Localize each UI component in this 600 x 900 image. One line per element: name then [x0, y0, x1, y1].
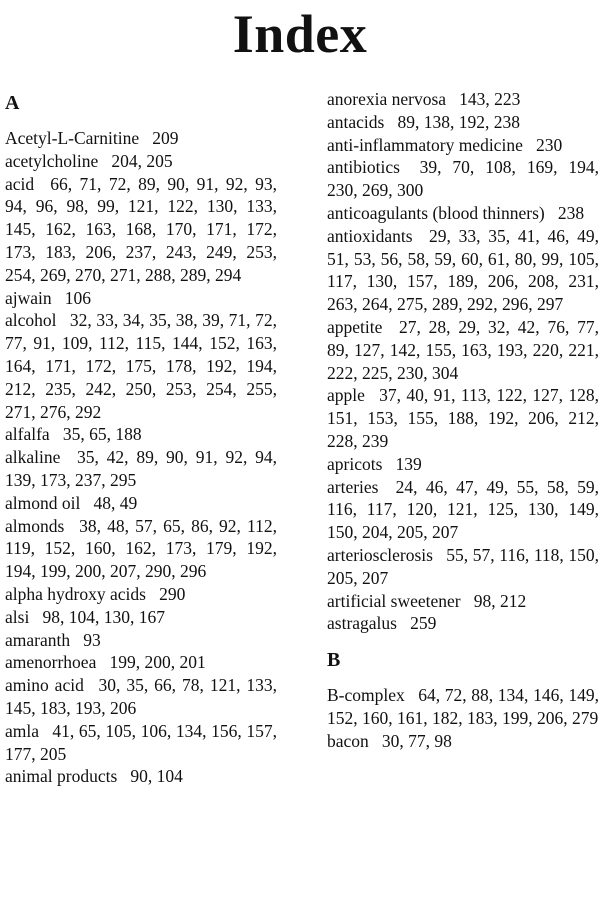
index-page-refs: 93: [83, 629, 101, 650]
index-page-refs: 209: [152, 128, 179, 148]
index-entry: [5, 287, 277, 310]
index-entry: [5, 606, 277, 629]
index-page-refs: 66, 71, 72, 89, 90, 91, 92, 93, 94, 96, 98, 99, 121, 122, 130, 133, 145, 162, 163, 168, 170, 171, 172, 173, 183, 206, 237, 243, 249, 253, 254, 269, 270, 271, 288, 289, 294: [5, 173, 278, 285]
index-entry: [327, 384, 599, 452]
index-page-refs: 27, 28, 29, 32, 42, 76, 77, 89, 127, 142, 155, 163, 193, 220, 221, 222, 225, 230, 304: [327, 316, 600, 383]
index-term: alcohol: [5, 310, 57, 331]
index-term: arteries: [327, 476, 379, 497]
index-entry: [327, 544, 599, 590]
index-page-refs: 89, 138, 192, 238: [397, 111, 520, 132]
index-entry: [5, 173, 277, 287]
index-page-refs: 143, 223: [459, 89, 521, 109]
index-entry: [327, 453, 599, 476]
index-entry: [5, 309, 277, 423]
index-entry: [327, 134, 599, 157]
index-page-refs: 55, 57, 116, 118, 150, 205, 207: [327, 544, 600, 588]
index-term: antioxidants: [327, 225, 413, 246]
index-column-right: [327, 88, 599, 753]
index-term: alkaline: [5, 447, 61, 468]
index-term: artificial sweetener: [327, 590, 461, 611]
index-entry: [5, 583, 277, 606]
index-page-refs: 199, 200, 201: [109, 652, 206, 673]
index-page-refs: 204, 205: [111, 150, 173, 171]
index-page-refs: 24, 46, 47, 49, 55, 58, 59, 116, 117, 120, 121, 125, 130, 149, 150, 204, 205, 207: [327, 476, 599, 543]
index-term: almond oil: [5, 492, 81, 513]
index-page-refs: 230: [535, 134, 563, 155]
index-page-refs: 139: [395, 453, 422, 474]
index-page-refs: 98, 212: [473, 590, 527, 611]
index-entry: [5, 446, 277, 492]
index-page-refs: 38, 48, 57, 65, 86, 92, 112, 119, 152, 160, 162, 173, 179, 192, 194, 199, 200, 207, 290, 296: [5, 515, 278, 582]
index-term: alsi: [5, 606, 30, 627]
index-term: alpha hydroxy acids: [5, 583, 146, 604]
index-term: anorexia nervosa: [327, 89, 447, 109]
index-page-refs: 35, 42, 89, 90, 91, 92, 94, 139, 173, 237, 295: [5, 447, 278, 490]
index-term: arteriosclerosis: [327, 544, 433, 565]
index-term: antacids: [327, 111, 385, 132]
index-term: alfalfa: [5, 424, 50, 445]
index-page-refs: 259: [410, 613, 437, 634]
index-entry: [5, 674, 277, 720]
index-entry: [327, 316, 599, 384]
index-term: amino acid: [5, 675, 84, 696]
index-term: animal products: [5, 766, 118, 787]
index-entry: [327, 88, 599, 111]
index-term: ajwain: [5, 287, 52, 308]
index-term: appetite: [327, 316, 383, 337]
index-entry: [327, 684, 599, 730]
section-letter-b: B: [327, 649, 341, 672]
index-page-refs: 37, 40, 91, 113, 122, 127, 128, 151, 153, 155, 188, 192, 206, 212, 228, 239: [327, 385, 600, 451]
index-page-refs: 98, 104, 130, 167: [42, 606, 165, 627]
index-column-left: [5, 88, 277, 788]
index-page-refs: 41, 65, 105, 106, 134, 156, 157, 177, 205: [5, 720, 278, 764]
index-page-refs: 90, 104: [130, 766, 183, 787]
index-entry: [327, 730, 599, 753]
index-term: amla: [5, 720, 40, 741]
index-term: apple: [327, 385, 365, 406]
index-page-refs: 290: [159, 583, 186, 604]
index-term: antibiotics: [327, 157, 400, 178]
index-page-refs: 29, 33, 35, 41, 46, 49, 51, 53, 56, 58, 59, 60, 61, 80, 99, 105, 117, 130, 157, 189, 206, 208, 231, 263, 264, 275, 289, 292, 296, 297: [327, 225, 600, 315]
index-page-refs: 106: [64, 287, 92, 308]
index-page-refs: 238: [557, 202, 585, 223]
index-entry: [5, 127, 277, 150]
index-entry: [5, 423, 277, 446]
index-entry: [327, 202, 599, 225]
index-term: bacon: [327, 730, 369, 751]
index-term: apricots: [327, 453, 383, 474]
index-term: Acetyl-L-Carnitine: [5, 128, 140, 148]
index-entry: [327, 156, 599, 202]
index-term: amenorrhoea: [5, 652, 97, 673]
index-term: astragalus: [327, 613, 397, 634]
index-entry: [5, 651, 277, 674]
index-entry: [5, 150, 277, 173]
index-entry: [327, 590, 599, 613]
index-page-refs: 32, 33, 34, 35, 38, 39, 71, 72, 77, 91, 109, 112, 115, 144, 152, 163, 164, 171, 172, 175, 178, 192, 194, 212, 235, 242, 250, 253, 254, 255, 271, 276, 292: [5, 310, 278, 422]
index-page-refs: 64, 72, 88, 134, 146, 149, 152, 160, 161, 182, 183, 199, 206, 279: [327, 685, 600, 728]
index-entry: [327, 476, 599, 544]
index-term: almonds: [5, 515, 65, 536]
index-term: B-complex: [327, 685, 405, 706]
index-page-refs: 48, 49: [93, 492, 138, 513]
index-page-refs: 39, 70, 108, 169, 194, 230, 269, 300: [327, 157, 600, 201]
index-page-refs: 30, 35, 66, 78, 121, 133, 145, 183, 193, 206: [5, 675, 278, 718]
index-entry: [327, 612, 599, 635]
index-entry: [5, 720, 277, 766]
index-term: amaranth: [5, 629, 71, 650]
index-term: anticoagulants (blood thinners): [327, 202, 545, 223]
index-page-refs: 30, 77, 98: [381, 730, 452, 751]
index-term: anti-inflammatory medicine: [327, 134, 523, 155]
index-term: acetylcholine: [5, 150, 99, 171]
index-page-refs: 35, 65, 188: [62, 424, 142, 445]
index-entry: [5, 765, 277, 788]
index-entry: [5, 515, 277, 583]
index-term: acid: [5, 173, 35, 194]
index-entry: [5, 629, 277, 652]
page-title: Index: [232, 4, 368, 64]
index-entry: [5, 492, 277, 515]
section-letter-a: A: [5, 92, 20, 114]
index-entry: [327, 225, 599, 316]
index-entry: [327, 111, 599, 134]
